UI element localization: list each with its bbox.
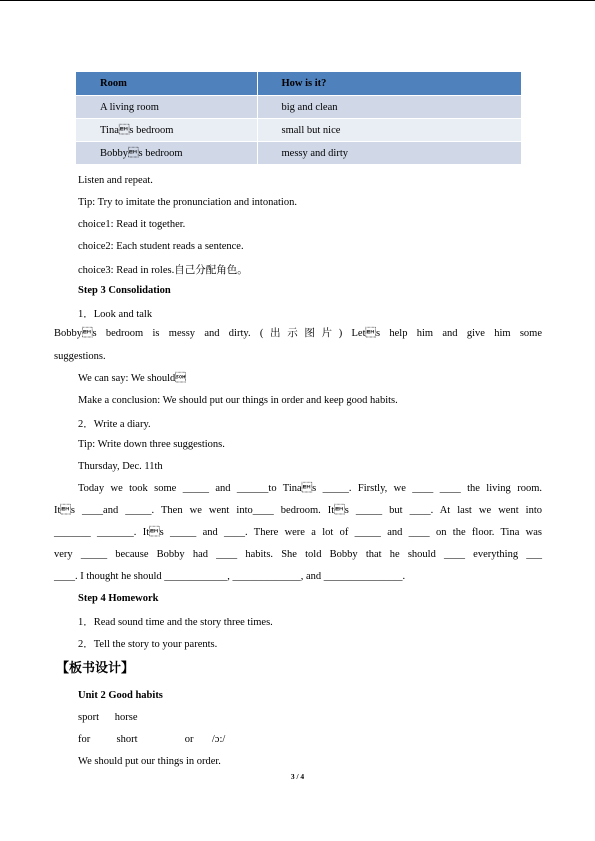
text-line: 2．Tell the story to your parents. [78,639,218,650]
table-cell: messy and dirty [257,142,522,165]
table-header-row [76,72,522,96]
table-cell: small but nice [257,119,522,142]
text-line: choice1: Read it together. [78,219,186,230]
text-line: Make a conclusion: We should put our things in order and keep good habits. [78,395,398,406]
paragraph-line: very _____ because Bobby had ____ habits. She told Bobby that he should ____ everything ___ [54,549,542,560]
text-line: We can say: We should [78,373,186,384]
text-line: choice2: Each student reads a sentence. [78,241,244,252]
table-row [76,142,522,165]
text-line: Tip: Write down three suggestions. [78,439,225,450]
unit-title: Unit 2 Good habits [78,690,163,701]
section-heading: Step 4 Homework [78,593,159,604]
header-rule [0,0,595,1]
paragraph-line: ____. I thought he should ____________, _____________, and _______________. [54,571,406,582]
text-line: We should put our things in order. [78,756,221,767]
table-header-cell: How is it? [257,72,522,96]
rooms-table [76,72,522,165]
paragraph-line: Bobbys bedroom is messy and dirty. (出示图片) Lets help him and give him some [54,328,542,339]
board-design-heading: 【板书设计】 [56,660,135,675]
text-line: Listen and repeat. [78,175,153,186]
text-line: 1．Look and talk [78,309,153,320]
text-line: choice3: Read in roles.自己分配角色。 [78,265,248,276]
table-cell: A living room [76,96,257,119]
paragraph-line: Today we took some _____ and ______to Tinas _____. Firstly, we ____ ____ the living room. [78,483,542,494]
text-line: 2．Write a diary. [78,419,151,430]
page-number: 3 / 4 [290,772,305,781]
text-line: suggestions. [54,351,106,362]
section-heading: Step 3 Consolidation [78,285,171,296]
paragraph-line: _______ _______. Its _____ and ____. There were a lot of _____ and ____ on the floor. Tina was [54,527,542,538]
text-line: 1．Read sound time and the story three times. [78,617,273,628]
table-cell: Bobbys bedroom [76,142,257,165]
text-line: for short or /ɔ:/ [78,734,226,745]
table-header-cell: Room [76,72,257,96]
paragraph-line: Its ____and _____. Then we went into____ bedroom. Its _____ but ____. At last we went into [54,505,542,516]
text-line: sport horse [78,712,138,723]
text-line: Tip: Try to imitate the pronunciation and intonation. [78,197,297,208]
table-row [76,119,522,142]
table-cell: Tinas bedroom [76,119,257,142]
text-line: Thursday, Dec. 11th [78,461,163,472]
table-row [76,96,522,119]
table-cell: big and clean [257,96,522,119]
